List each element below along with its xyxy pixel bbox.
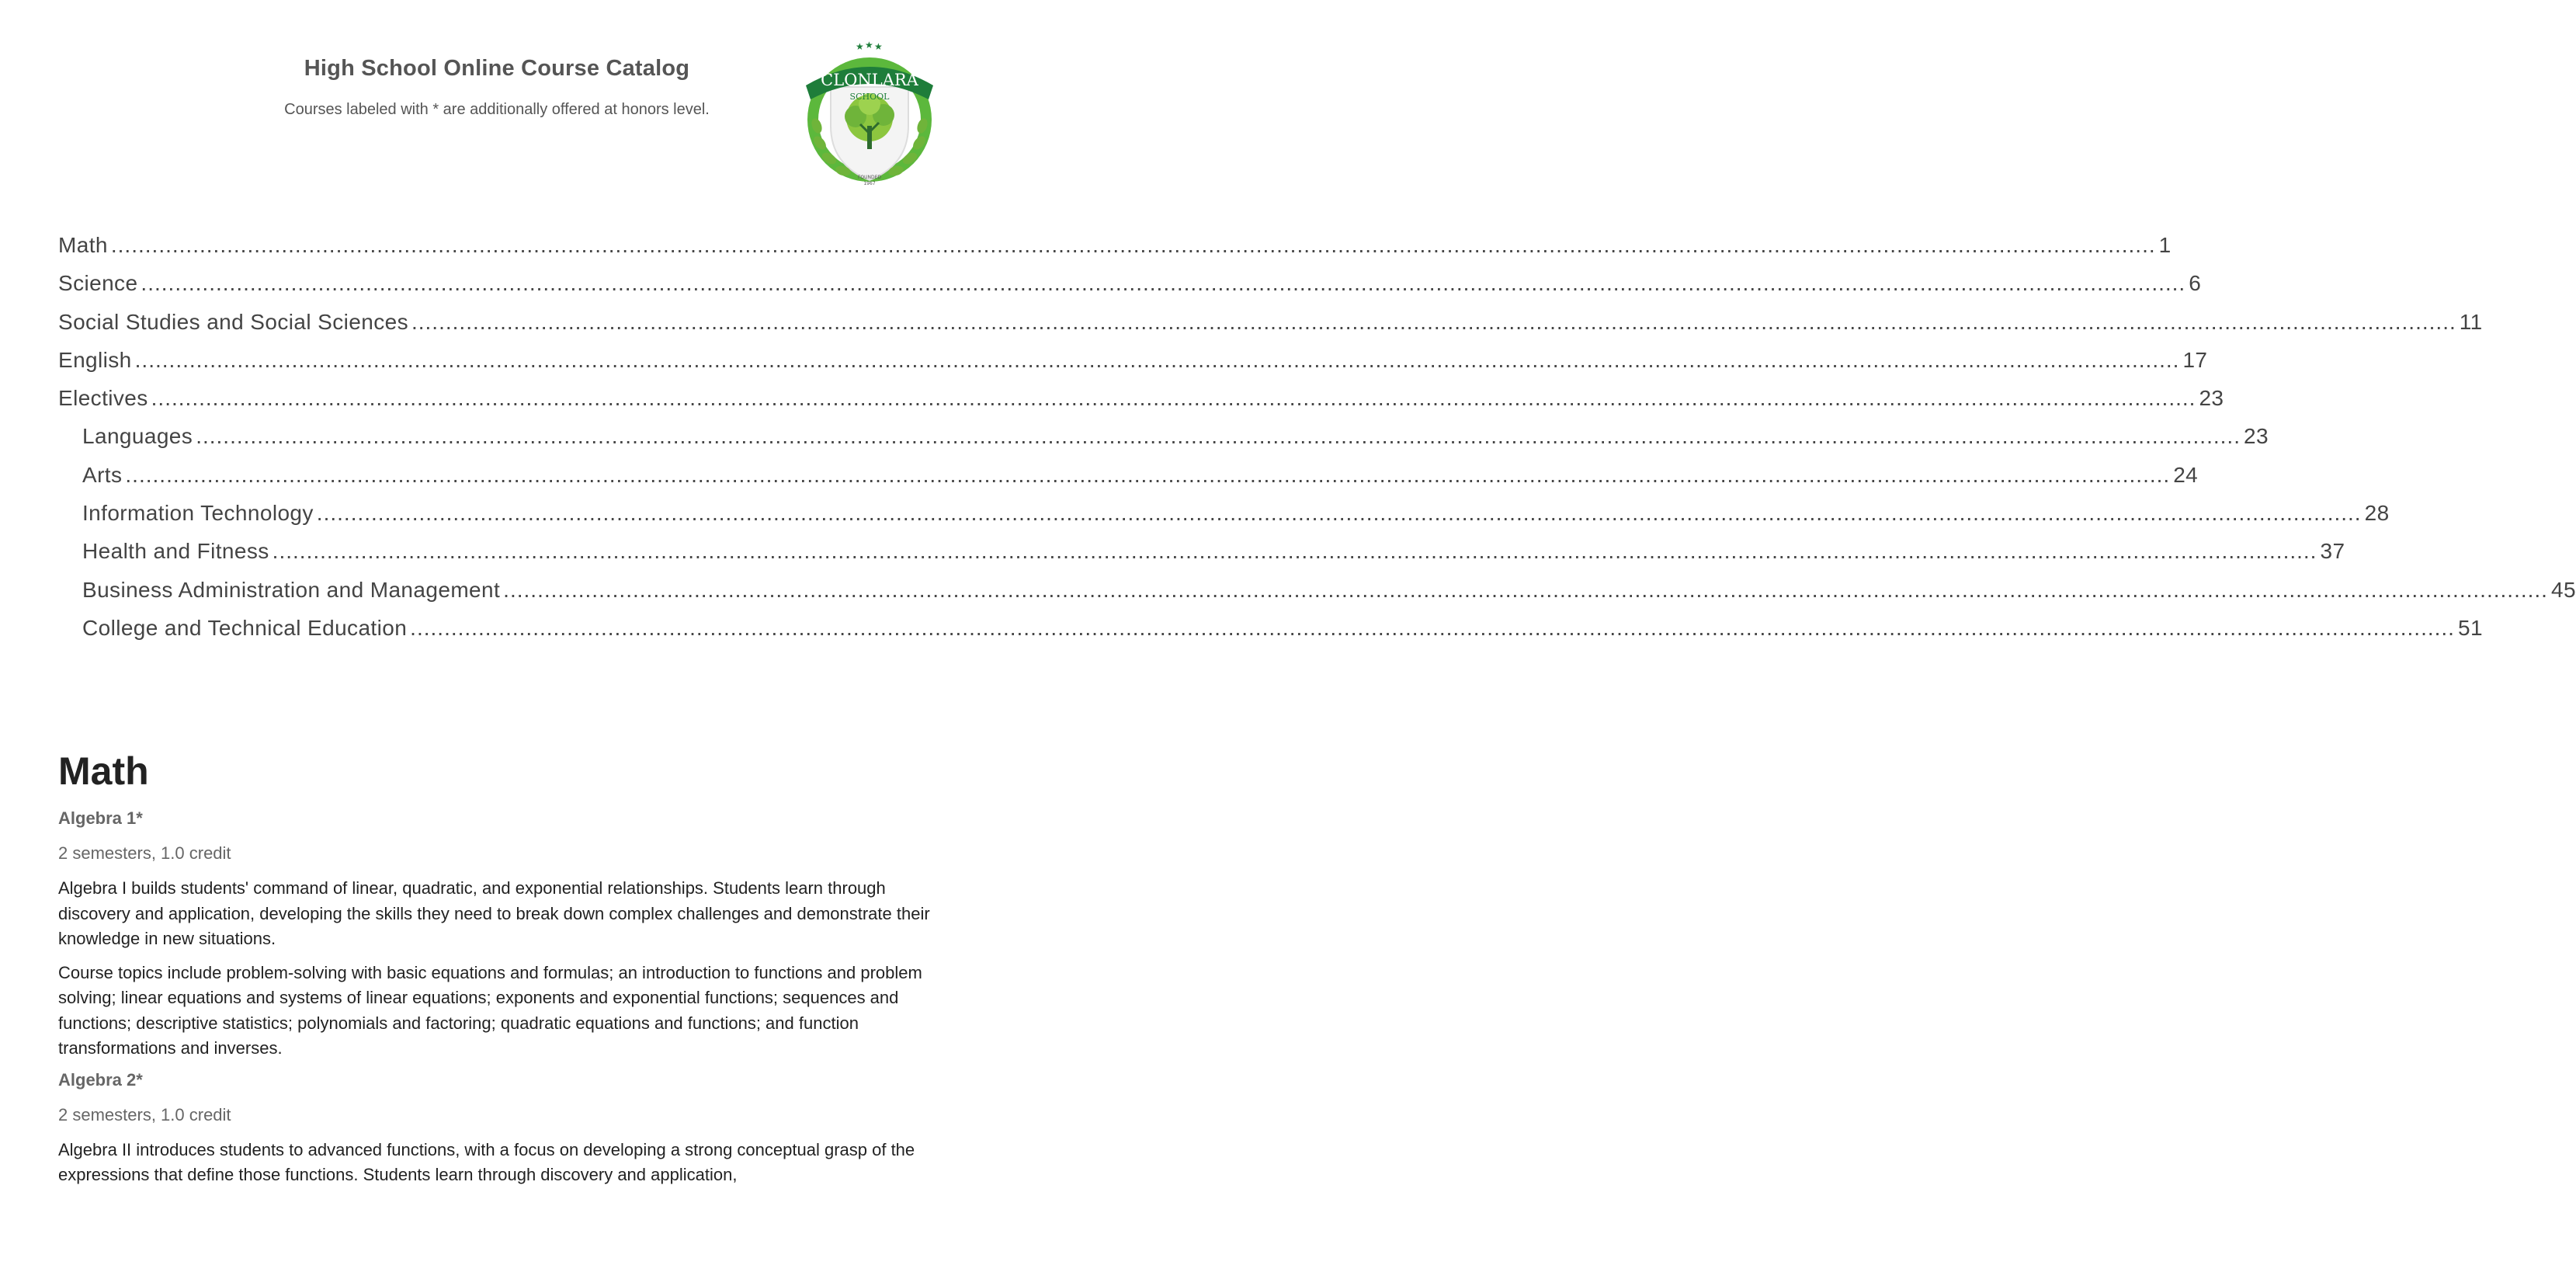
- toc-item-health-fitness[interactable]: [58, 539, 2345, 577]
- table-of-contents: [58, 233, 2576, 654]
- logo-stars-icon: [856, 40, 883, 52]
- toc-leader-dots: ............................................................................................................................................................................................................................................................................................................: [196, 424, 2241, 449]
- school-logo: [800, 40, 939, 196]
- toc-item-math[interactable]: [58, 233, 2172, 271]
- math-section: [58, 749, 936, 1197]
- toc-item-electives[interactable]: [58, 386, 2224, 424]
- document-subtitle: Courses labeled with * are additionally offered at honors level.: [284, 101, 710, 118]
- toc-page-number: 6: [2189, 271, 2202, 296]
- toc-label: Social Studies and Social Sciences: [58, 309, 408, 334]
- logo-school: SCHOOL: [849, 92, 890, 102]
- toc-leader-dots: ............................................................................................................................................................................................................................................................................................................: [125, 462, 2171, 487]
- document-title: High School Online Course Catalog: [304, 56, 690, 81]
- toc-item-social-studies[interactable]: [58, 309, 2483, 348]
- svg-text:★: ★: [874, 41, 883, 52]
- toc-item-college-technical[interactable]: [58, 615, 2483, 654]
- toc-page-number: 11: [2459, 309, 2483, 334]
- logo-year: 1967: [863, 181, 876, 186]
- toc-page-number: 23: [2199, 386, 2224, 411]
- toc-label: Science: [58, 271, 138, 296]
- course-title: Algebra 1*: [58, 808, 143, 828]
- course-algebra-1: [58, 808, 936, 1062]
- toc-leader-dots: ............................................................................................................................................................................................................................................................................................................: [316, 501, 2362, 526]
- svg-text:★: ★: [865, 40, 873, 50]
- course-description: Algebra I builds students' command of linear, quadratic, and exponential relationships. Students learn through discovery and application, developing the skills they need to break down complex challenges and demonstrate their knowledge in new situations.: [58, 878, 930, 948]
- toc-item-business[interactable]: [58, 577, 2576, 616]
- toc-leader-dots: ............................................................................................................................................................................................................................................................................................................: [503, 577, 2548, 602]
- course-meta: 2 semesters, 1.0 credit: [58, 1104, 231, 1124]
- course-topics: Course topics include problem-solving with basic equations and formulas; an introduction to functions and problem solving; linear equations and systems of linear equations; exponents and exponential functions; sequences and functions; descriptive statistics; polynomials and factoring; quadratic equations and functions; and function transformations and inverses.: [58, 962, 922, 1058]
- logo-name: CLONLARA: [821, 71, 918, 89]
- course-title: Algebra 2*: [58, 1069, 143, 1090]
- toc-leader-dots: ............................................................................................................................................................................................................................................................................................................: [411, 309, 2456, 334]
- toc-label: Math: [58, 233, 108, 257]
- course-meta: 2 semesters, 1.0 credit: [58, 843, 231, 863]
- toc-page-number: 17: [2182, 347, 2208, 372]
- toc-label: Health and Fitness: [82, 539, 269, 564]
- toc-leader-dots: ............................................................................................................................................................................................................................................................................................................: [151, 386, 2196, 411]
- toc-label: English: [58, 347, 132, 372]
- section-heading: Math: [58, 749, 149, 793]
- svg-text:★: ★: [856, 41, 864, 52]
- toc-label: Electives: [58, 386, 148, 411]
- toc-leader-dots: ............................................................................................................................................................................................................................................................................................................: [141, 271, 2186, 296]
- toc-leader-dots: ............................................................................................................................................................................................................................................................................................................: [272, 539, 2317, 564]
- toc-item-english[interactable]: [58, 347, 2208, 386]
- toc-label: Information Technology: [82, 501, 314, 526]
- toc-page-number: 45: [2550, 577, 2576, 602]
- toc-item-languages[interactable]: [58, 424, 2269, 462]
- toc-page-number: 28: [2364, 501, 2390, 526]
- toc-page-number: 1: [2158, 233, 2172, 257]
- toc-leader-dots: ............................................................................................................................................................................................................................................................................................................: [410, 615, 2455, 640]
- toc-label: Arts: [82, 462, 123, 487]
- toc-item-information-technology[interactable]: [58, 501, 2390, 539]
- toc-label: Languages: [82, 424, 193, 449]
- toc-leader-dots: ............................................................................................................................................................................................................................................................................................................: [134, 347, 2180, 372]
- course-description: Algebra II introduces students to advanced functions, with a focus on developing a strong conceptual grasp of the expressions that define those functions. Students learn through discovery and application,: [58, 1139, 915, 1184]
- course-algebra-2: [58, 1070, 936, 1188]
- toc-label: College and Technical Education: [82, 615, 408, 640]
- toc-page-number: 23: [2243, 424, 2269, 449]
- toc-item-science[interactable]: [58, 271, 2202, 309]
- toc-leader-dots: ............................................................................................................................................................................................................................................................................................................: [110, 233, 2156, 257]
- toc-item-arts[interactable]: [58, 462, 2199, 501]
- toc-page-number: 24: [2173, 462, 2199, 487]
- toc-label: Business Administration and Management: [82, 577, 501, 602]
- toc-page-number: 37: [2320, 539, 2345, 564]
- logo-founded: FOUNDED: [857, 175, 882, 180]
- toc-page-number: 51: [2457, 615, 2483, 640]
